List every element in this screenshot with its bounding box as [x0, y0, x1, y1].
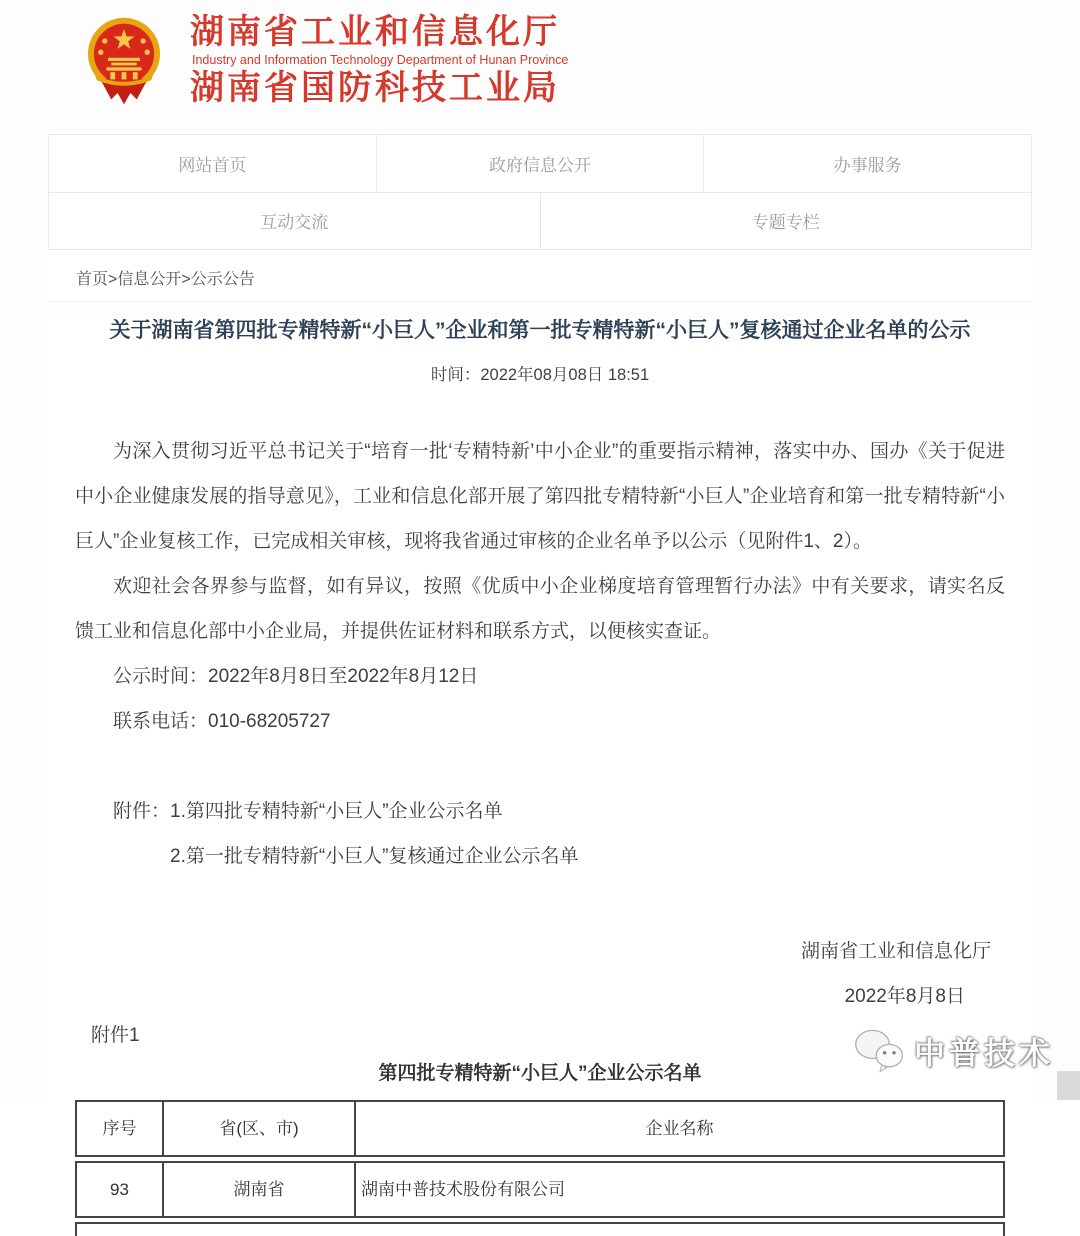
page-title: 关于湖南省第四批专精特新“小巨人”企业和第一批专精特新“小巨人”复核通过企业名单的公示: [109, 318, 971, 342]
paragraph-2: 欢迎社会各界参与监督，如有异议，按照《优质中小企业梯度培育管理暂行办法》中有关要求，请实名反馈工业和信息化部中小企业局，并提供佐证材料和联系方式，以便核实查证。: [75, 575, 1005, 642]
notice-period: 公示时间：2022年8月8日至2022年8月12日: [113, 665, 479, 687]
nav-item-special-topics[interactable]: 专题专栏: [540, 193, 1032, 249]
attachments-label: 附件：: [113, 800, 171, 822]
site-header: [0, 0, 1080, 108]
paragraph-1: 为深入贯彻习近平总书记关于“培育一批‘专精特新’中小企业”的重要指示精神，落实中办、国办《关于促进中小企业健康发展的指导意见》，工业和信息化部开展了第四批专精特新“小巨人”企业培育和第一批专精特新“小巨人”企业复核工作，已完成相关审核，现将我省通过审核的企业名单予以公示（见附件1、2）。: [75, 440, 1005, 552]
attachment-line-1: [75, 789, 1005, 834]
attachment1-label: 附件1: [91, 1024, 140, 1046]
table-row: [75, 1161, 1005, 1218]
publish-time: 时间：2022年08月08日 18:51: [430, 365, 650, 384]
org2-name: 湖南省国防科技工业局: [190, 69, 560, 108]
col-header-company: 企业名称: [354, 1102, 1003, 1155]
nav-row-1: [49, 135, 1031, 192]
breadcrumb[interactable]: 首页>信息公开>公示公告: [48, 250, 1032, 302]
col-header-province: 省(区、市): [162, 1102, 354, 1155]
nav-item-interaction[interactable]: 互动交流: [49, 193, 540, 249]
watermark-text: 中普技术: [914, 1035, 1054, 1071]
article-body: [75, 429, 1005, 1236]
attachment1-table-title: 第四批专精特新“小巨人”企业公示名单: [378, 1062, 702, 1084]
table-row-cutoff: [75, 1222, 1005, 1236]
nav-item-home[interactable]: 网站首页: [49, 135, 376, 192]
scrollbar-corner: [1057, 1071, 1080, 1100]
signature-block: [75, 929, 1005, 1019]
article: [48, 317, 1032, 1236]
company-table: [75, 1100, 1005, 1236]
nav-row-2: [49, 192, 1031, 249]
col-header-serial: 序号: [102, 1118, 137, 1138]
cell-province: 湖南省: [162, 1163, 354, 1216]
nav-item-gov-info[interactable]: 政府信息公开: [376, 135, 704, 192]
org-names: [190, 14, 568, 108]
nav-item-services[interactable]: 办事服务: [703, 135, 1031, 192]
attachment-link-2[interactable]: 2.第一批专精特新“小巨人”复核通过企业公示名单: [170, 845, 579, 867]
cell-company: 湖南中普技术股份有限公司: [354, 1163, 1003, 1216]
contact-phone: 联系电话：010-68205727: [113, 710, 331, 732]
cell-serial: 93: [110, 1179, 129, 1199]
attachments-list: [75, 789, 1005, 879]
national-emblem-icon: [84, 15, 164, 107]
org1-name: 湖南省工业和信息化厅: [190, 13, 560, 51]
org1-name-en: Industry and Information Technology Department of Hunan Province: [192, 53, 569, 68]
main-nav: [48, 134, 1032, 250]
table-header-row: [75, 1100, 1005, 1157]
signature-org: 湖南省工业和信息化厅: [800, 940, 991, 962]
attachment-link-1[interactable]: 1.第四批专精特新“小巨人”企业公示名单: [170, 800, 503, 822]
signature-date: 2022年8月8日: [844, 985, 965, 1007]
